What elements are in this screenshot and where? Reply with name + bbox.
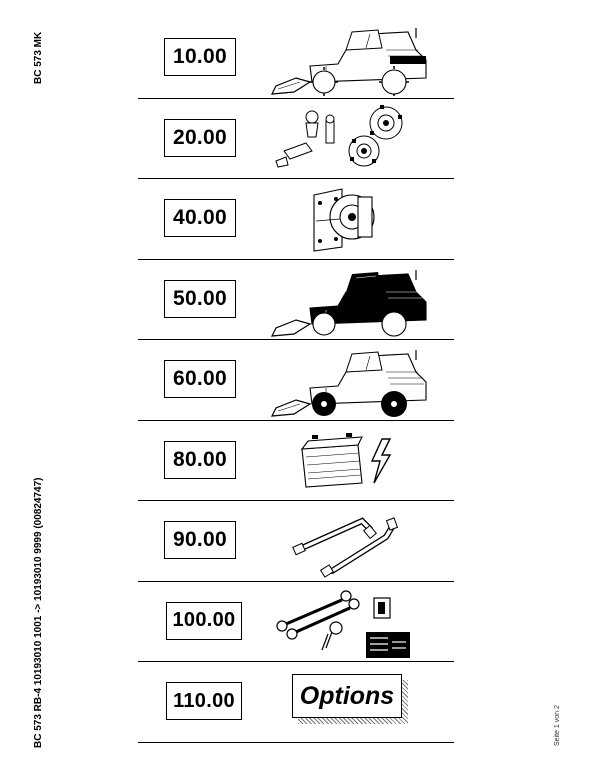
section-code[interactable]: 110.00: [166, 682, 242, 720]
serial-number-range: BC 573 RB-4 10193010 1001 -> 10193010 9999 (00824747): [33, 477, 44, 748]
section-row[interactable]: [138, 421, 454, 502]
engine-components-icon: [266, 101, 436, 177]
section-row[interactable]: [138, 582, 454, 663]
section-code[interactable]: 20.00: [164, 119, 236, 157]
section-code[interactable]: 10.00: [164, 38, 236, 76]
section-row[interactable]: [138, 260, 454, 341]
section-code[interactable]: 60.00: [164, 360, 236, 398]
section-code[interactable]: 40.00: [164, 199, 236, 237]
compactor-machine-dark-wheels-icon: [266, 342, 436, 418]
hydraulic-hoses-icon: [266, 503, 436, 579]
section-row[interactable]: [138, 501, 454, 582]
page-number: Seite 1 von 2: [554, 705, 561, 746]
battery-electrical-icon: [266, 423, 436, 499]
tools-keys-accessories-icon: [266, 584, 436, 660]
document-id: BC 573 MK: [33, 31, 44, 84]
section-code[interactable]: 80.00: [164, 441, 236, 479]
gearbox-drive-icon: [266, 181, 436, 257]
section-row[interactable]: [138, 99, 454, 180]
section-index-list: [138, 18, 454, 743]
section-code[interactable]: 100.00: [166, 602, 242, 640]
options-label: [292, 674, 410, 728]
section-row[interactable]: [138, 662, 454, 743]
section-code[interactable]: 90.00: [164, 521, 236, 559]
section-code[interactable]: 50.00: [164, 280, 236, 318]
compactor-machine-dark-cab-icon: [266, 262, 436, 338]
section-row[interactable]: [138, 18, 454, 99]
section-row[interactable]: [138, 340, 454, 421]
compactor-machine-icon: [266, 20, 436, 96]
options-text: Options: [292, 674, 402, 718]
section-row[interactable]: [138, 179, 454, 260]
